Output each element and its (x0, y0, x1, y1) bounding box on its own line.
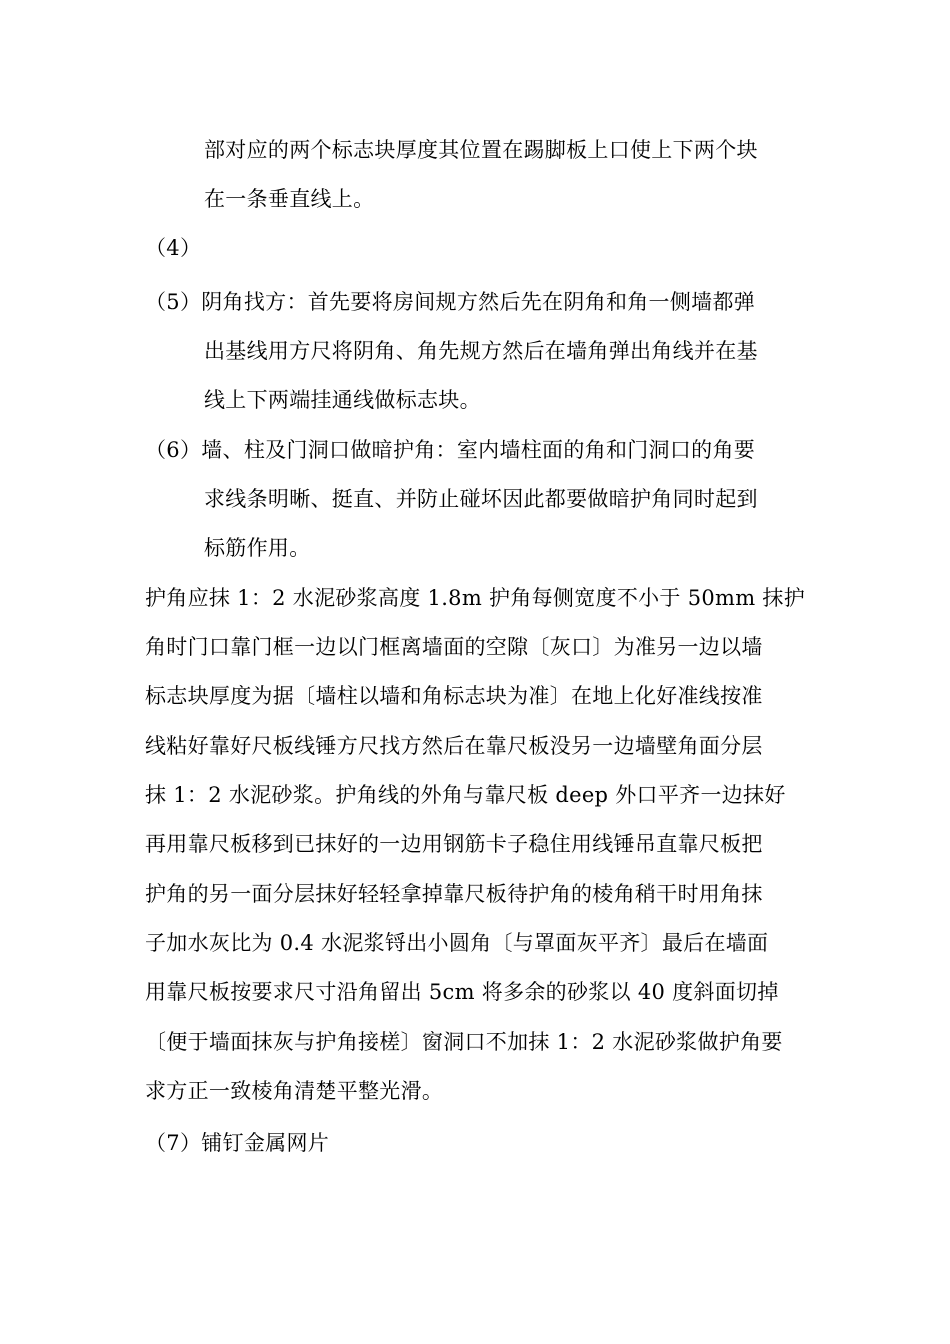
body-line: 护角的另一面分层抹好轻轻拿掉靠尺板待护角的棱角稍干时用角抹 (145, 882, 763, 906)
paragraph-line: 求线条明晰、挺直、并防止碰坏因此都要做暗护角同时起到 (204, 487, 758, 511)
body-line: 用靠尺板按要求尺寸沿角留出 5cm 将多余的砂浆以 40 度斜面切掉 (145, 980, 779, 1004)
list-item-5: （5）阴角找方：首先要将房间规方然后先在阴角和角一侧墙都弹 (145, 290, 756, 314)
body-line: 护角应抹 1：2 水泥砂浆高度 1.8m 护角每侧宽度不小于 50mm 抹护 (145, 586, 806, 610)
body-line: 角时门口靠门框一边以门框离墙面的空隙〔灰口〕为准另一边以墙 (145, 635, 763, 659)
body-line: 标志块厚度为据〔墙柱以墙和角标志块为准〕在地上化好准线按准 (145, 684, 763, 708)
body-line: 抹 1：2 水泥砂浆。护角线的外角与靠尺板 deep 外口平齐一边抹好 (145, 783, 786, 807)
body-line: 再用靠尺板移到已抹好的一边用钢筋卡子稳住用线锤吊直靠尺板把 (145, 832, 763, 856)
body-line: 求方正一致棱角清楚平整光滑。 (145, 1079, 444, 1103)
paragraph-line: 标筋作用。 (204, 536, 311, 560)
body-line: 子加水灰比为 0.4 水泥浆锊出小圆角〔与罩面灰平齐〕最后在墙面 (145, 931, 769, 955)
paragraph-line: 出基线用方尺将阴角、角先规方然后在墙角弹出角线并在基 (204, 339, 758, 363)
body-line: 线粘好靠好尺板线锤方尺找方然后在靠尺板没另一边墙壁角面分层 (145, 734, 763, 758)
list-item-4: （4） (145, 236, 202, 260)
paragraph-line: 在一条垂直线上。 (204, 187, 375, 211)
paragraph-line: 部对应的两个标志块厚度其位置在踢脚板上口使上下两个块 (204, 138, 758, 162)
list-item-6: （6）墙、柱及门洞口做暗护角：室内墙柱面的角和门洞口的角要 (145, 438, 756, 462)
list-item-7: （7）铺钉金属网片 (145, 1131, 330, 1155)
paragraph-line: 线上下两端挂通线做标志块。 (204, 388, 481, 412)
body-line: 〔便于墙面抹灰与护角接槎〕窗洞口不加抹 1：2 水泥砂浆做护角要 (145, 1030, 783, 1054)
